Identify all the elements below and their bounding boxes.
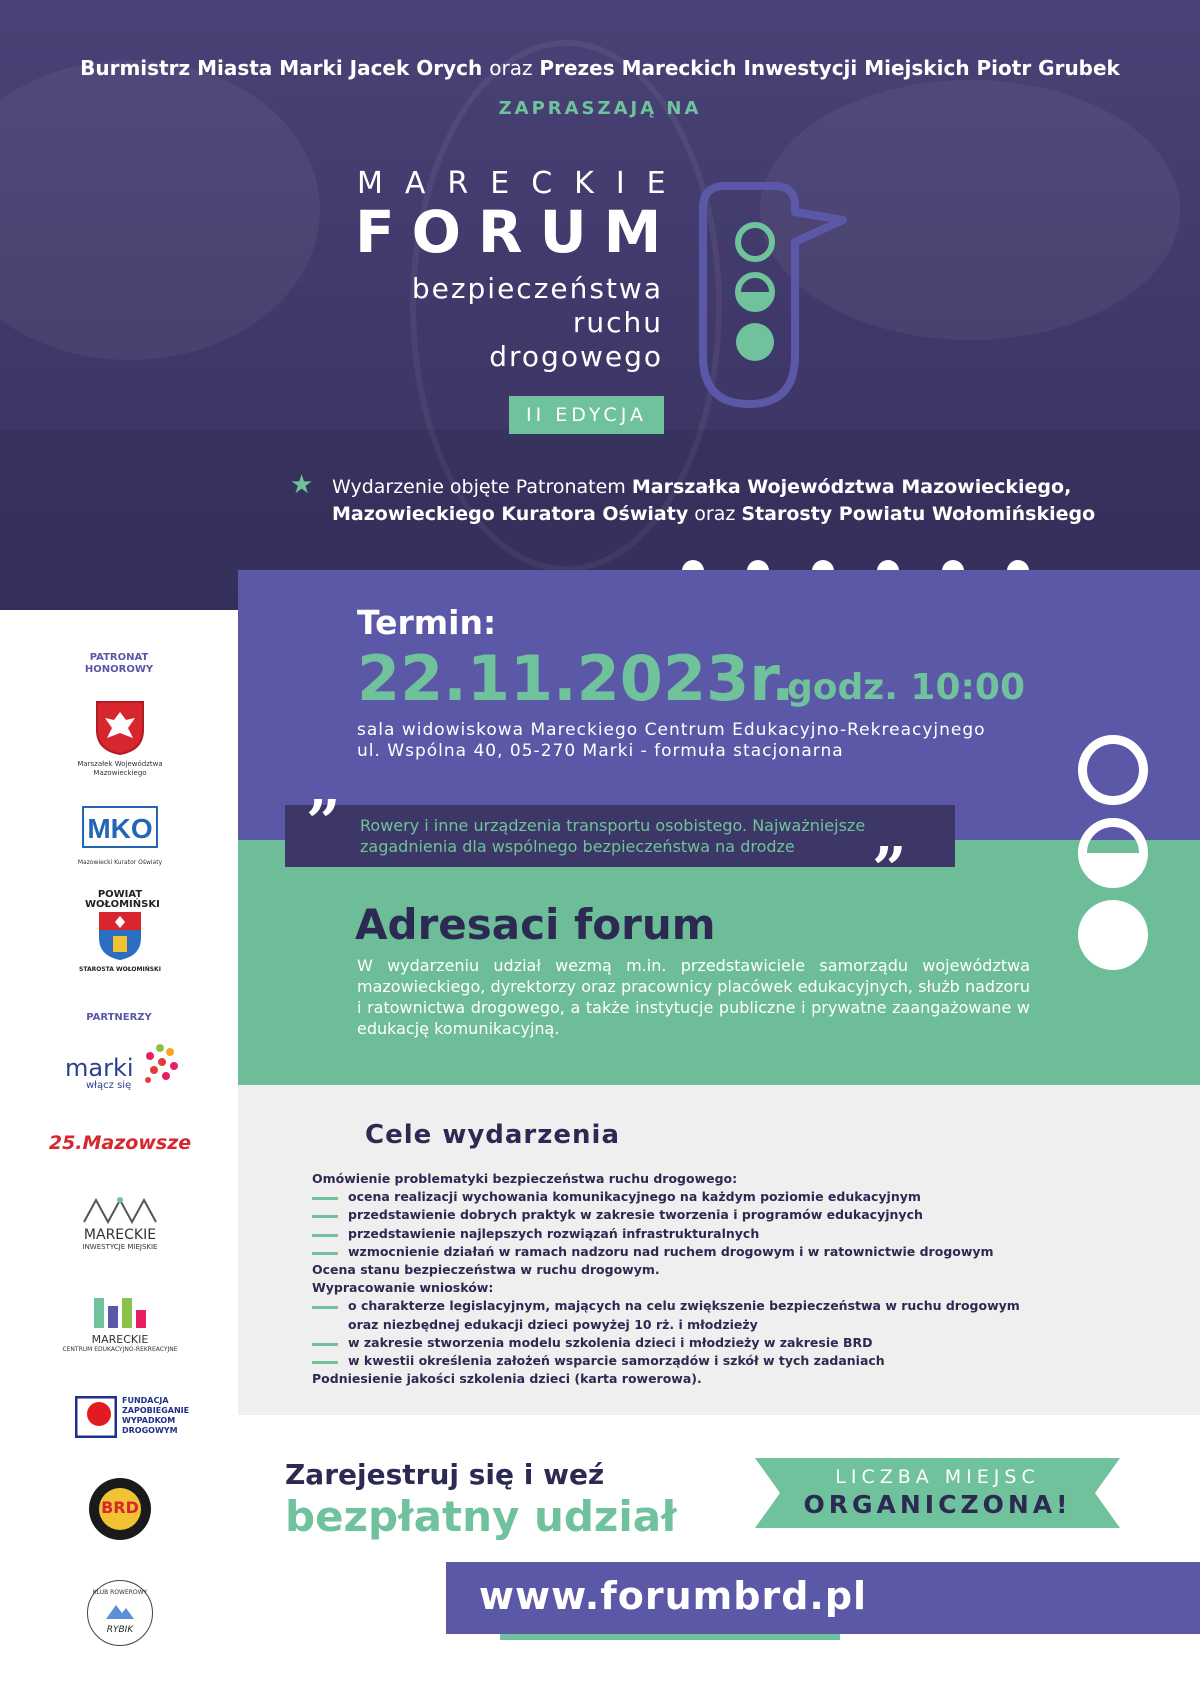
klub-badge-icon bbox=[87, 1580, 153, 1646]
organizers-connector: oraz bbox=[489, 56, 533, 80]
organizers-line bbox=[0, 56, 1200, 80]
quote-open-icon: ” bbox=[306, 788, 341, 858]
mcer-logo bbox=[40, 1294, 200, 1353]
powiat-top-text: POWIAT WOŁOMIŃSKI bbox=[85, 889, 160, 910]
event-date: 22.11.2023r. bbox=[357, 642, 795, 715]
dash-icon bbox=[312, 1252, 338, 1255]
quote-line-2: zagadnienia dla wspólnego bezpieczeństwa na drodze bbox=[360, 837, 795, 856]
cele-item bbox=[312, 1225, 1092, 1243]
patronage-connector: oraz bbox=[694, 503, 736, 525]
dash-icon bbox=[312, 1215, 338, 1218]
cele-item bbox=[312, 1334, 1092, 1352]
dash-icon bbox=[312, 1234, 338, 1237]
mko-caption: Mazowiecki Kurator Oświaty bbox=[77, 859, 163, 866]
mcer-name: MARECKIE bbox=[91, 1333, 149, 1346]
dash-icon bbox=[312, 1306, 338, 1309]
klub-logo bbox=[40, 1580, 200, 1646]
mcer-mark-icon bbox=[90, 1294, 150, 1330]
patronage-marszalek: Marszałka Województwa Mazowieckiego, bbox=[631, 476, 1072, 498]
cele-title: Cele wydarzenia bbox=[365, 1120, 620, 1150]
event-time: godz. 10:00 bbox=[787, 667, 1026, 708]
organizer-president: Prezes Mareckich Inwestycji Miejskich Piotr Grubek bbox=[539, 56, 1120, 80]
cele-item-text: Podniesienie jakości szkolenia dzieci (karta rowerowa). bbox=[312, 1371, 702, 1387]
powiat-logo bbox=[40, 890, 200, 973]
traffic-circle-bottom bbox=[1078, 900, 1148, 970]
register-line-2: bezpłatny udział bbox=[285, 1492, 677, 1541]
fundacja-line: FUNDACJA bbox=[122, 1396, 169, 1405]
venue-line-1: sala widowiskowa Mareckiego Centrum Edukacyjno-Rekreacyjnego bbox=[357, 720, 986, 740]
marki-dots-icon bbox=[140, 1042, 180, 1086]
fundacja-text bbox=[122, 1396, 189, 1436]
dash-icon bbox=[312, 1343, 338, 1346]
invite-text: ZAPRASZAJĄ NA bbox=[498, 98, 702, 119]
cele-item bbox=[312, 1170, 1092, 1188]
cele-item-text: Ocena stanu bezpieczeństwa w ruchu drogowym. bbox=[312, 1262, 660, 1278]
fundacja-line: WYPADKOM bbox=[122, 1416, 176, 1425]
powiat-bottom-text: STAROSTA WOŁOMIŃSKI bbox=[79, 966, 161, 973]
cele-item bbox=[312, 1279, 1092, 1297]
termin-label: Termin: bbox=[357, 603, 497, 642]
cele-item-text: przedstawienie najlepszych rozwiązań infrastrukturalnych bbox=[348, 1225, 760, 1241]
traffic-light-icon bbox=[695, 180, 855, 410]
mazowsze-wordmark: 25.Mazowsze bbox=[48, 1132, 192, 1154]
title-forum: FORUM bbox=[355, 198, 679, 266]
edition-badge: II EDYCJA bbox=[509, 396, 664, 434]
adresaci-text: W wydarzeniu udział wezmą m.in. przedstawiciele samorządu województwa mazowieckiego, dyrektorzy oraz pracownicy placówek edukacyjnych, służb nadzoru i ratownictwa drogowego, a także instytucje publiczne i prywatne zaangażowane w edukację komunikacyjną. bbox=[357, 956, 1030, 1038]
register-line-1: Zarejestruj się i weź bbox=[285, 1458, 605, 1491]
fundacja-line: DROGOWYM bbox=[122, 1426, 178, 1435]
cele-item-text: ocena realizacji wychowania komunikacyjnego na każdym poziomie edukacyjnym bbox=[348, 1189, 921, 1205]
title-mareckie: MARECKIE bbox=[357, 166, 688, 201]
cele-item-text: Omówienie problematyki bezpieczeństwa ruchu drogowego: bbox=[312, 1171, 738, 1186]
title-line-bezpieczenstwa: bezpieczeństwa bbox=[411, 272, 663, 305]
traffic-circle-top bbox=[1078, 735, 1148, 805]
fundacja-logo bbox=[40, 1394, 200, 1442]
places-line-1: LICZBA MIEJSC bbox=[835, 1466, 1040, 1488]
cele-item-text: Wypracowanie wniosków: bbox=[312, 1280, 494, 1296]
adresaci-title: Adresaci forum bbox=[355, 900, 716, 949]
marki-wordmark: marki bbox=[65, 1054, 134, 1082]
mountain-icon bbox=[105, 1599, 135, 1621]
venue-line-2: ul. Wspólna 40, 05-270 Marki - formuła stacjonarna bbox=[357, 741, 844, 761]
cele-list bbox=[312, 1170, 1092, 1388]
star-icon: ★ bbox=[290, 470, 314, 500]
mim-sub: INWESTYCJE MIEJSKIE bbox=[82, 1243, 158, 1251]
partnerzy-label: PARTNERZY bbox=[86, 1012, 152, 1023]
cele-item bbox=[312, 1206, 1092, 1224]
cele-item bbox=[312, 1370, 1092, 1388]
quote-text bbox=[360, 815, 930, 857]
cele-item bbox=[312, 1261, 1092, 1279]
cele-item-text: oraz niezbędnej edukacji dzieci powyżej 10 rż. i młodzieży bbox=[348, 1316, 758, 1332]
cele-item-text: w zakresie stworzenia modelu szkolenia dzieci i młodzieży w zakresie BRD bbox=[348, 1334, 873, 1350]
marszalek-logo bbox=[40, 700, 200, 778]
mcer-sub: CENTRUM EDUKACYJNO-REKREACYJNE bbox=[62, 1346, 178, 1353]
klub-text: KLUB ROWEROWY bbox=[92, 1589, 148, 1596]
mko-mark-icon bbox=[82, 806, 158, 854]
brd-badge-icon bbox=[89, 1478, 151, 1540]
mim-mark-icon bbox=[80, 1196, 160, 1224]
patronat-label: PATRONAT HONOROWY bbox=[84, 652, 154, 675]
cele-item-text: o charakterze legislacyjnym, mających na celu zwiększenie bezpieczeństwa w ruchu drogowym bbox=[348, 1298, 1020, 1314]
marszalek-caption: Marszałek Województwa Mazowieckiego bbox=[77, 760, 163, 777]
event-venue bbox=[357, 720, 986, 762]
cele-item-text: przedstawienie dobrych praktyk w zakresie tworzenia i programów edukacyjnych bbox=[348, 1207, 923, 1223]
quote-close-icon: ” bbox=[872, 835, 907, 905]
marki-tagline: włącz się bbox=[86, 1080, 132, 1091]
url-underline bbox=[500, 1634, 840, 1640]
klub-sub-text: RYBIK bbox=[106, 1625, 134, 1635]
svg-text:MKO: MKO bbox=[87, 813, 153, 844]
patronage-lead: Wydarzenie objęte Patronatem bbox=[332, 476, 626, 498]
powiat-crest-icon bbox=[97, 910, 143, 962]
mazowsze-logo bbox=[40, 1132, 200, 1154]
title-line-drogowego: drogowego bbox=[489, 340, 663, 373]
title-line-ruchu: ruchu bbox=[572, 306, 663, 339]
brd-text: BRD bbox=[101, 1498, 139, 1517]
patronage-kurator: Mazowieckiego Kuratora Oświaty bbox=[332, 503, 689, 525]
places-line-2: ORGANICZONA! bbox=[803, 1490, 1072, 1519]
dash-icon bbox=[312, 1197, 338, 1200]
website-link[interactable]: www.forumbrd.pl bbox=[478, 1574, 868, 1618]
fundacja-mark-icon bbox=[75, 1396, 117, 1438]
cele-item bbox=[312, 1243, 1092, 1261]
title-subtitle bbox=[380, 272, 663, 374]
quote-line-1: Rowery i inne urządzenia transportu osobistego. Najważniejsze bbox=[360, 816, 866, 835]
cele-item bbox=[312, 1316, 1092, 1334]
patronage-text bbox=[332, 474, 1200, 528]
mim-logo bbox=[40, 1196, 200, 1251]
dash-icon bbox=[312, 1361, 338, 1364]
patronage-starosta: Starosty Powiatu Wołomińskiego bbox=[741, 503, 1096, 525]
organizer-mayor: Burmistrz Miasta Marki Jacek Orych bbox=[80, 56, 483, 80]
brd-logo bbox=[40, 1478, 200, 1540]
fundacja-line: ZAPOBIEGANIE bbox=[122, 1406, 190, 1415]
mko-logo bbox=[40, 806, 200, 867]
cele-item-text: wzmocnienie działań w ramach nadzoru nad ruchem drogowym i w ratownictwie drogowym bbox=[348, 1243, 994, 1259]
cele-item-text: w kwestii określenia założeń wsparcie samorządów i szkół w tych zadaniach bbox=[348, 1353, 885, 1369]
mim-name: MARECKIE bbox=[83, 1227, 157, 1243]
cele-item bbox=[312, 1297, 1092, 1315]
cele-item bbox=[312, 1188, 1092, 1206]
traffic-circle-middle bbox=[1078, 818, 1148, 888]
cele-item bbox=[312, 1352, 1092, 1370]
marki-logo bbox=[40, 1040, 200, 1090]
eagle-crest-icon bbox=[95, 700, 145, 756]
